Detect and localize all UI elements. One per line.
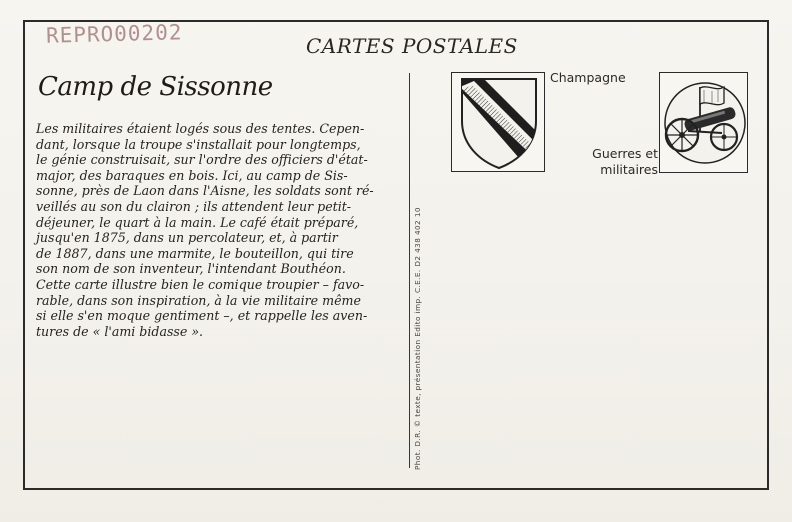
cannon-and-flag-icon bbox=[659, 72, 748, 173]
card-title: Camp de Sissonne bbox=[38, 72, 273, 102]
handwritten-reference: REPRO00202 bbox=[45, 20, 183, 48]
text-line: Cette carte illustre bien le comique troupier – favo- bbox=[36, 276, 365, 292]
champagne-coat-of-arms-icon bbox=[451, 72, 545, 172]
text-line: veillés au son du clairon ; ils attendent leur petit- bbox=[36, 198, 352, 214]
text-line: rable, dans son inspiration, à la vie militaire même bbox=[36, 292, 361, 308]
text-line: dant, lorsque la troupe s'installait pour longtemps, bbox=[36, 136, 361, 152]
text-line: de 1887, dans une marmite, le bouteillon, qui tire bbox=[36, 245, 354, 261]
publisher-credit: Phot. D.R. © texte, présentation Edito imp. C.E.E. D2 438 402 10 bbox=[413, 207, 422, 470]
theme-label bbox=[586, 146, 658, 178]
text-line: major, des baraques en bois. Ici, au camp de Sis- bbox=[36, 167, 348, 183]
text-line: si elle s'en moque gentiment –, et rappelle les aven- bbox=[36, 308, 368, 324]
theme-label-line: Guerres et bbox=[592, 146, 658, 161]
address-divider bbox=[409, 73, 410, 468]
text-line: son nom de son inventeur, l'intendant Bouthéon. bbox=[36, 261, 346, 277]
text-line: tures de « l'ami bidasse ». bbox=[36, 323, 204, 339]
card-header: CARTES POSTALES bbox=[306, 34, 518, 58]
region-label: Champagne bbox=[550, 70, 626, 85]
theme-label-line: militaires bbox=[600, 162, 658, 177]
text-line: Les militaires étaient logés sous des tentes. Cepen- bbox=[36, 121, 365, 136]
text-line: déjeuner, le quart à la main. Le café était préparé, bbox=[36, 214, 359, 230]
text-line: jusqu'en 1875, dans un percolateur, et, à partir bbox=[36, 230, 338, 246]
description-text bbox=[36, 121, 400, 339]
text-line: sonne, près de Laon dans l'Aisne, les soldats sont ré- bbox=[36, 183, 374, 199]
text-line: le génie construisait, sur l'ordre des officiers d'état- bbox=[36, 152, 368, 168]
